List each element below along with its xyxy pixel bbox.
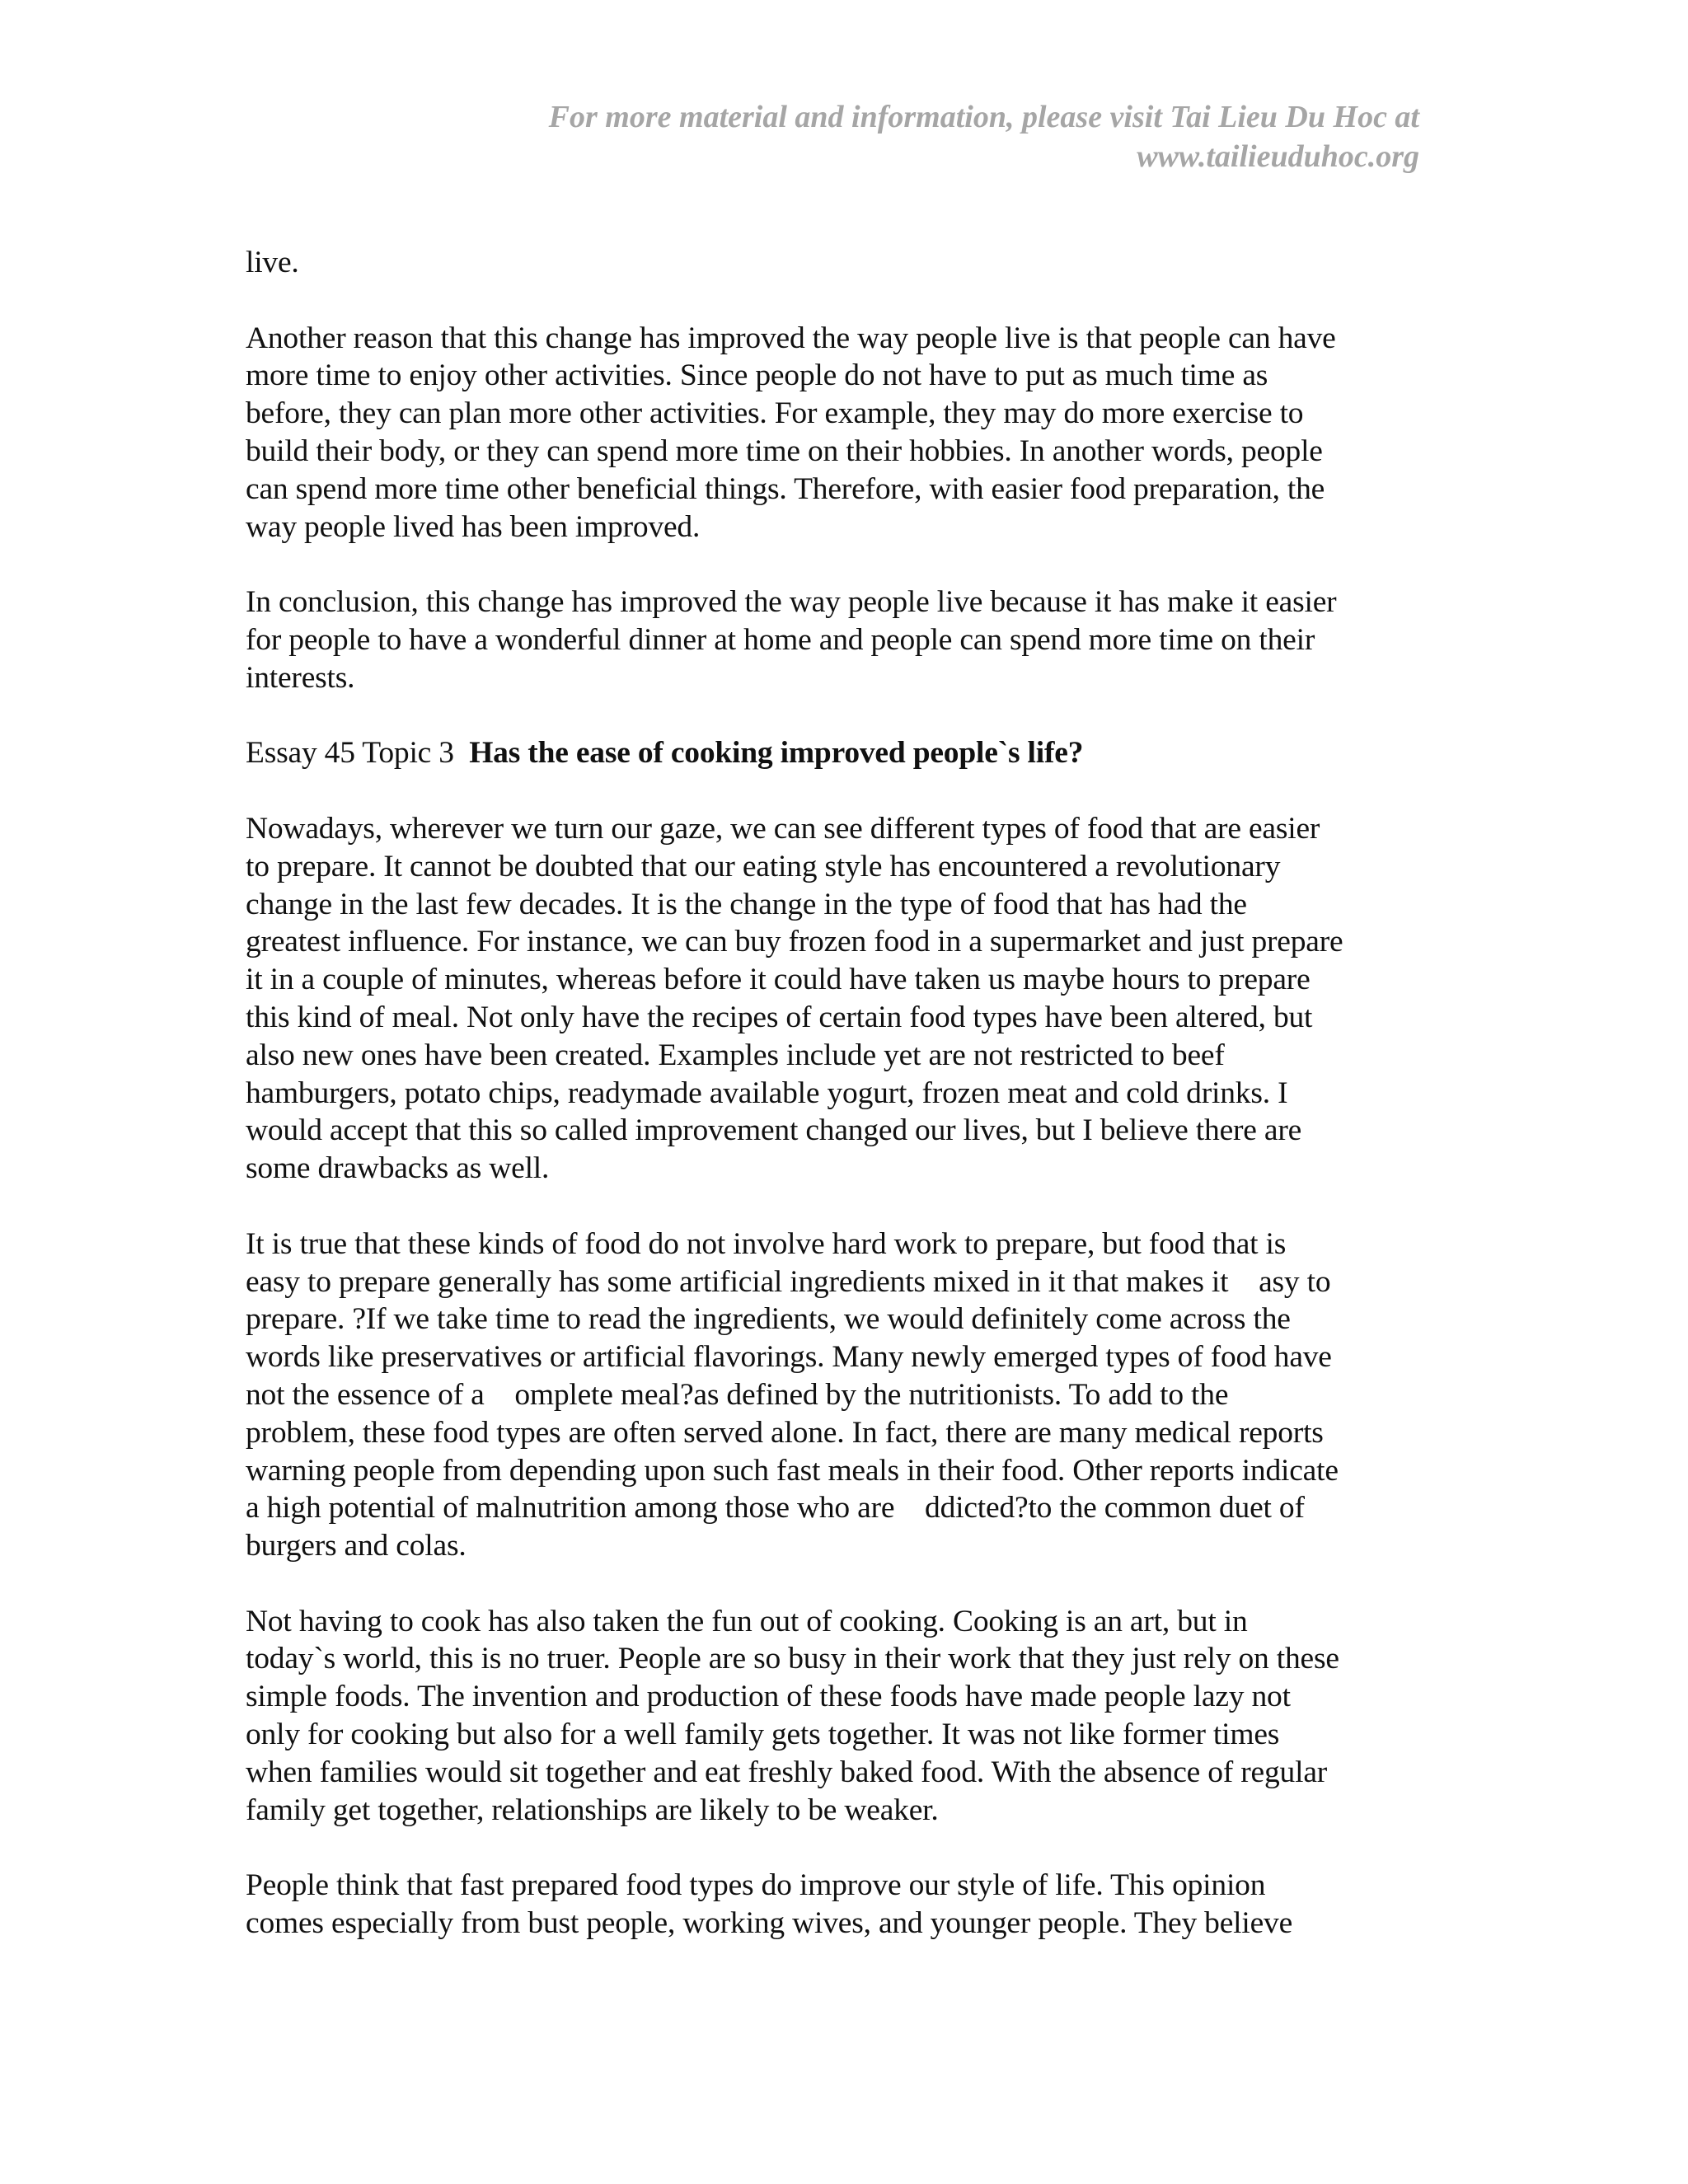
text-line: problem, these food types are often served alone. In fact, there are many medical reports — [246, 1415, 1324, 1450]
text-line: build their body, or they can spend more time on their hobbies. In another words, people — [246, 434, 1323, 468]
paragraph — [246, 320, 1449, 546]
text-line: a high potential of malnutrition among those who are ddicted?to the common duet of — [246, 1491, 1305, 1526]
text-line: family get together, relationships are likely to be weaker. — [246, 1793, 939, 1827]
text-line: burgers and colas. — [246, 1529, 467, 1563]
document-body — [246, 244, 1449, 1943]
text-line: not the essence of a omplete meal?as defined by the nutritionists. To add to the — [246, 1377, 1229, 1412]
text-line: hamburgers, potato chips, readymade available yogurt, frozen meat and cold drinks. I — [246, 1076, 1288, 1110]
text-line: way people lived has been improved. — [246, 509, 701, 544]
paragraph — [246, 810, 1449, 1188]
text-line: In conclusion, this change has improved the way people live because it has make it easier — [246, 585, 1337, 620]
essay-heading — [246, 734, 1449, 772]
text-line: simple foods. The invention and production of these foods have made people lazy not — [246, 1680, 1291, 1714]
header-line-1: For more material and information, please visit Tai Lieu Du Hoc at — [548, 100, 1419, 134]
text-line: Nowadays, wherever we turn our gaze, we can see different types of food that are easier — [246, 811, 1320, 846]
text-line: Not having to cook has also taken the fun out of cooking. Cooking is an art, but in — [246, 1604, 1248, 1638]
text-line: this kind of meal. Not only have the recipes of certain food types have been altered, but — [246, 1000, 1313, 1034]
text-line: It is true that these kinds of food do not involve hard work to prepare, but food that is — [246, 1226, 1287, 1261]
text-line: before, they can plan more other activities. For example, they may do more exercise to — [246, 396, 1304, 431]
text-line: warning people from depending upon such fast meals in their food. Other reports indicate — [246, 1453, 1339, 1488]
text-line: when families would sit together and eat freshly baked food. With the absence of regular — [246, 1755, 1328, 1789]
text-line: also new ones have been created. Examples include yet are not restricted to beef — [246, 1038, 1225, 1072]
text-line: to prepare. It cannot be doubted that our eating style has encountered a revolutionary — [246, 849, 1281, 883]
text-line: it in a couple of minutes, whereas before it could have taken us maybe hours to prepare — [246, 963, 1311, 997]
text-line: prepare. ?If we take time to read the ingredients, we would definitely come across the — [246, 1302, 1291, 1337]
text-line: comes especially from bust people, working wives, and younger people. They believe — [246, 1906, 1293, 1941]
paragraph — [246, 244, 1449, 282]
essay-label: Essay 45 Topic 3 — [246, 736, 470, 771]
text-line: more time to enjoy other activities. Since people do not have to put as much time as — [246, 359, 1268, 393]
text-line: would accept that this so called improvement changed our lives, but I believe there are — [246, 1113, 1302, 1148]
text-line: greatest influence. For instance, we can buy frozen food in a supermarket and just prepare — [246, 925, 1343, 959]
text-line: interests. — [246, 660, 355, 695]
text-line: some drawbacks as well. — [246, 1151, 550, 1186]
text-line: live. — [246, 246, 299, 279]
page-header — [430, 97, 1419, 176]
text-line: change in the last few decades. It is the change in the type of food that has had the — [246, 887, 1247, 921]
text-line: Another reason that this change has improved the way people live is that people can have — [246, 321, 1336, 355]
paragraph — [246, 1226, 1449, 1565]
text-line: for people to have a wonderful dinner at home and people can spend more time on their — [246, 622, 1315, 657]
text-line: People think that fast prepared food types do improve our style of life. This opinion — [246, 1868, 1266, 1903]
essay-title: Has the ease of cooking improved people`s life? — [469, 736, 1084, 771]
text-line: words like preservatives or artificial flavorings. Many newly emerged types of food have — [246, 1340, 1332, 1375]
paragraph — [246, 1867, 1449, 1943]
text-line: today`s world, this is no truer. People are so busy in their work that they just rely on these — [246, 1642, 1339, 1676]
text-line: only for cooking but also for a well family gets together. It was not like former times — [246, 1718, 1280, 1752]
paragraph — [246, 583, 1449, 696]
text-line: can spend more time other beneficial things. Therefore, with easier food preparation, the — [246, 471, 1325, 506]
paragraph — [246, 1603, 1449, 1830]
header-line-2: www.tailieuduhoc.org — [1137, 139, 1419, 174]
text-line: easy to prepare generally has some artificial ingredients mixed in it that makes it asy to — [246, 1264, 1331, 1299]
